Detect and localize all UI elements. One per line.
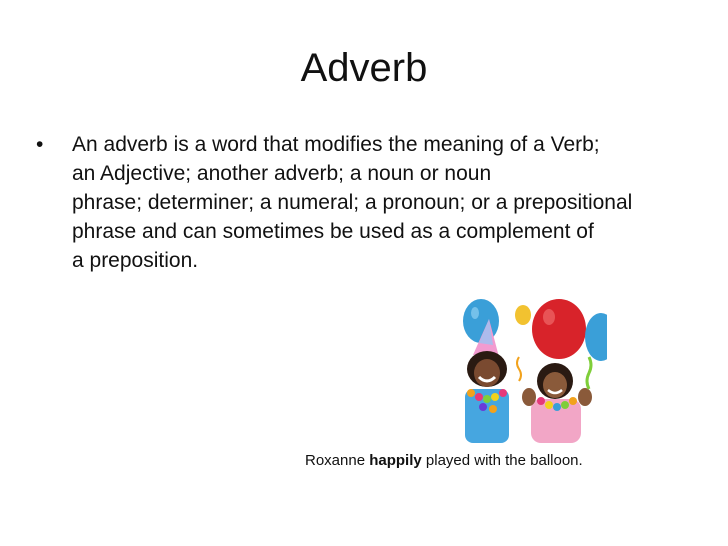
caption-text-before: Roxanne <box>305 452 370 469</box>
slide-title: Adverb <box>300 46 428 90</box>
bullet-line: An adverb is a word that modifies the meaning of a Verb; <box>72 133 600 156</box>
party-children-balloons-image <box>459 297 607 443</box>
image-caption <box>305 451 625 471</box>
bullet-text <box>72 130 632 275</box>
bullet-line: an Adjective; another adverb; a noun or noun <box>72 162 492 185</box>
caption-bold-word: happily <box>369 452 422 469</box>
bullet-line: a preposition. <box>72 249 199 272</box>
caption-text-after: played with the balloon. <box>421 452 583 469</box>
bullet-line: phrase; determiner; a numeral; a pronoun; or a prepositional <box>72 191 633 214</box>
bullet-line: phrase and can sometimes be used as a complement of <box>72 220 594 243</box>
bullet-marker: • <box>36 133 44 156</box>
